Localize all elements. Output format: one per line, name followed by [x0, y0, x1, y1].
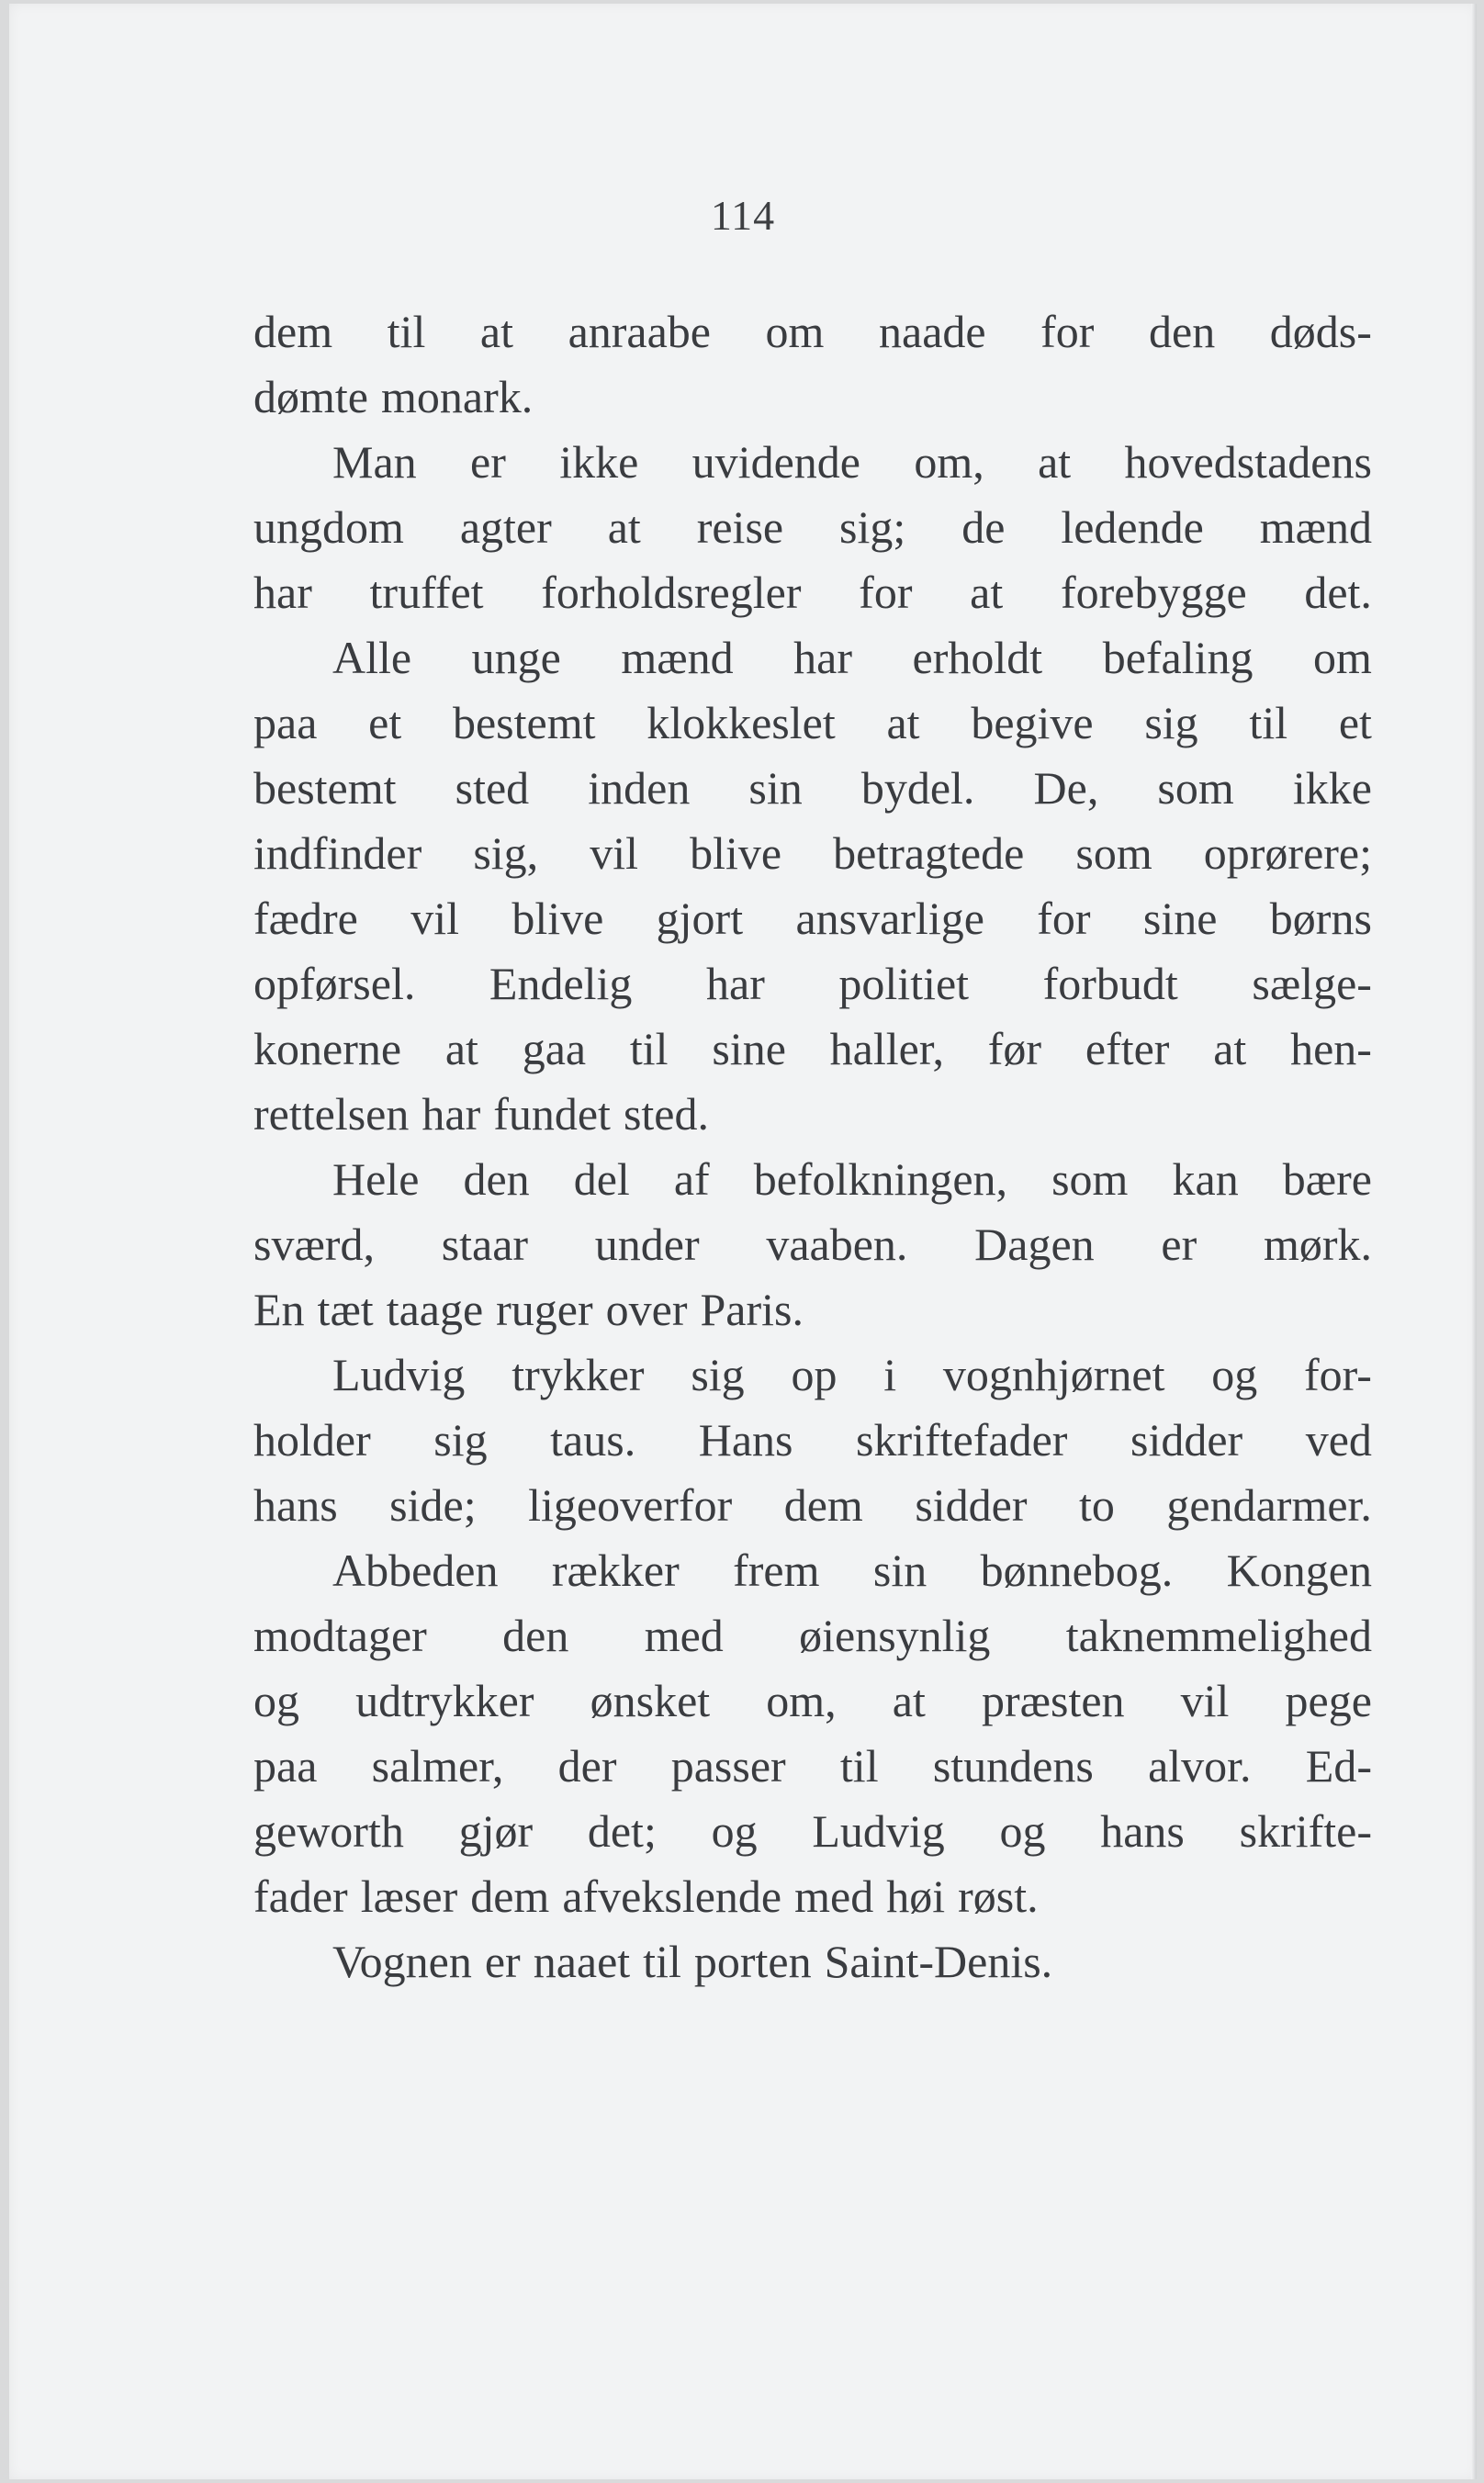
word: mænd — [621, 632, 734, 683]
word: af — [673, 1153, 710, 1205]
word: bære — [1282, 1153, 1372, 1205]
word: Ludvig — [332, 1349, 466, 1400]
word: har — [706, 958, 765, 1009]
word: det; — [587, 1805, 657, 1857]
word: sin — [872, 1545, 928, 1596]
word: porten — [693, 1936, 812, 1987]
word: og — [253, 1675, 299, 1726]
word: den — [463, 1153, 530, 1205]
word: bestemt — [452, 697, 596, 748]
text-line — [253, 1343, 1372, 1408]
word: staar — [441, 1219, 529, 1270]
text-line — [253, 495, 1372, 560]
text-line — [253, 430, 1372, 495]
word: at — [607, 501, 641, 553]
word: hen- — [1290, 1023, 1372, 1074]
word: til — [629, 1023, 669, 1074]
word: ansvarlige — [795, 893, 984, 944]
text-line — [253, 1668, 1372, 1734]
word: sin — [748, 762, 803, 814]
word: modtager — [253, 1610, 427, 1661]
word: blive — [512, 893, 604, 944]
word: de — [961, 501, 1006, 553]
word: den — [502, 1610, 569, 1661]
text-line — [253, 1734, 1372, 1799]
word: røst. — [958, 1871, 1039, 1922]
word: mørk. — [1263, 1219, 1372, 1270]
word: et — [368, 697, 402, 748]
word: unge — [471, 632, 561, 683]
word: til — [643, 1936, 681, 1987]
text-line — [253, 1603, 1372, 1668]
word: er — [470, 436, 506, 488]
word: sted. — [623, 1088, 709, 1140]
word: og — [1211, 1349, 1258, 1400]
word: sidder — [1130, 1414, 1243, 1466]
word: uvidende — [691, 436, 860, 488]
word: med — [644, 1610, 724, 1661]
word: sine — [1142, 893, 1218, 944]
text-line — [253, 1082, 1372, 1147]
word: om, — [766, 1675, 837, 1726]
word: opførsel. — [253, 958, 416, 1009]
text-line — [253, 1408, 1372, 1473]
word: gjort — [656, 893, 744, 944]
word: rækker — [551, 1545, 680, 1596]
word: passer — [670, 1740, 786, 1792]
word: paa — [253, 1740, 318, 1792]
word: inden — [588, 762, 691, 814]
word: haller, — [829, 1023, 944, 1074]
word: er — [1161, 1219, 1197, 1270]
text-line — [253, 560, 1372, 625]
word: til — [839, 1740, 879, 1792]
word: med — [794, 1871, 874, 1922]
word: erholdt — [912, 632, 1043, 683]
word: ikke — [1292, 762, 1372, 814]
word: sværd, — [253, 1219, 375, 1270]
text-line — [253, 756, 1372, 821]
word: børns — [1269, 893, 1372, 944]
page-edge-shadow — [1471, 4, 1477, 2479]
word: Vognen — [332, 1936, 472, 1987]
word: monark. — [380, 371, 534, 422]
word: Saint-Denis. — [824, 1936, 1053, 1987]
word: bønnebog. — [980, 1545, 1174, 1596]
text-line — [253, 821, 1372, 886]
word: at — [444, 1023, 478, 1074]
word: hans — [1100, 1805, 1185, 1857]
word: stundens — [932, 1740, 1094, 1792]
word: er — [484, 1936, 521, 1987]
word: fædre — [253, 893, 358, 944]
text-line — [253, 691, 1372, 756]
word: dem — [253, 306, 333, 357]
word: De, — [1033, 762, 1099, 814]
word: En — [253, 1284, 305, 1335]
word: tæt — [317, 1284, 374, 1335]
word: klokkeslet — [646, 697, 836, 748]
word: at — [886, 697, 920, 748]
word: præsten — [981, 1675, 1125, 1726]
word: har — [253, 567, 312, 618]
word: Hans — [698, 1414, 793, 1466]
word: oprørere; — [1203, 827, 1372, 879]
word: fundet — [493, 1088, 611, 1140]
word: sted — [455, 762, 530, 814]
word: hovedstadens — [1124, 436, 1372, 488]
text-line — [253, 299, 1372, 365]
word: over — [605, 1284, 688, 1335]
word: befaling — [1102, 632, 1254, 683]
word: indfinder — [253, 827, 422, 879]
word: vil — [410, 893, 459, 944]
word: som — [1051, 1153, 1129, 1205]
word: dem — [783, 1479, 863, 1531]
word: Dagen — [974, 1219, 1095, 1270]
text-line — [253, 1212, 1372, 1277]
word: i — [883, 1349, 897, 1400]
word: forebygge — [1060, 567, 1247, 618]
word: side; — [389, 1479, 477, 1531]
word: taage — [386, 1284, 484, 1335]
word: til — [1249, 697, 1288, 748]
word: holder — [253, 1414, 371, 1466]
word: dem — [470, 1871, 550, 1922]
word: vil — [590, 827, 639, 879]
word: op — [791, 1349, 838, 1400]
word: vognhjørnet — [942, 1349, 1165, 1400]
word: at — [892, 1675, 926, 1726]
word: under — [594, 1219, 700, 1270]
word: der — [557, 1740, 617, 1792]
word: udtrykker — [355, 1675, 534, 1726]
word: bydel. — [860, 762, 975, 814]
word: sig — [691, 1349, 745, 1400]
word: Paris. — [700, 1284, 804, 1335]
text-line — [253, 951, 1372, 1017]
word: som — [1157, 762, 1234, 814]
word: pege — [1285, 1675, 1372, 1726]
word: før — [987, 1023, 1042, 1074]
word: for- — [1303, 1349, 1372, 1400]
word: dømte — [253, 371, 368, 422]
word: kan — [1172, 1153, 1239, 1205]
word: at — [970, 567, 1004, 618]
word: salmer, — [371, 1740, 504, 1792]
word: som — [1075, 827, 1152, 879]
word: befolkningen, — [753, 1153, 1008, 1205]
word: et — [1338, 697, 1372, 748]
word: hans — [253, 1479, 338, 1531]
text-line — [253, 1538, 1372, 1603]
word: Ludvig — [812, 1805, 945, 1857]
word: den — [1149, 306, 1216, 357]
word: skrifte- — [1239, 1805, 1372, 1857]
word: forbudt — [1042, 958, 1178, 1009]
word: Man — [332, 436, 417, 488]
word: truffet — [369, 567, 484, 618]
word: for — [1037, 893, 1091, 944]
word: efter — [1085, 1023, 1170, 1074]
word: at — [1038, 436, 1072, 488]
page-number: 114 — [710, 192, 776, 239]
word: Abbeden — [332, 1545, 499, 1596]
word: døds- — [1269, 306, 1372, 357]
text-line — [253, 1277, 1372, 1343]
word: paa — [253, 697, 318, 748]
word: taknemmelighed — [1065, 1610, 1372, 1661]
text-line — [253, 1864, 1372, 1929]
word: ruger — [496, 1284, 593, 1335]
word: har — [422, 1088, 481, 1140]
word: til — [387, 306, 426, 357]
word: sig, — [473, 827, 539, 879]
word: sidder — [915, 1479, 1028, 1531]
word: sig — [433, 1414, 488, 1466]
word: vil — [1180, 1675, 1230, 1726]
word: naaet — [533, 1936, 631, 1987]
word: agter — [459, 501, 552, 553]
word: sig; — [839, 501, 906, 553]
word: sælge- — [1252, 958, 1372, 1009]
word: øiensynlig — [799, 1610, 991, 1661]
book-page — [9, 4, 1477, 2479]
word: betragtede — [833, 827, 1025, 879]
word: at — [479, 306, 513, 357]
word: mænd — [1259, 501, 1372, 553]
word: skriftefader — [856, 1414, 1068, 1466]
word: ønsket — [590, 1675, 711, 1726]
text-line — [253, 1799, 1372, 1864]
body-text — [253, 299, 1372, 1994]
text-line — [253, 1473, 1372, 1538]
word: for — [859, 567, 913, 618]
word: del — [573, 1153, 630, 1205]
word: om — [765, 306, 825, 357]
word: fader — [253, 1871, 348, 1922]
text-line — [253, 365, 1372, 430]
word: gjør — [458, 1805, 534, 1857]
word: forholdsregler — [541, 567, 802, 618]
word: sig — [1144, 697, 1198, 748]
word: blive — [690, 827, 782, 879]
text-line — [253, 625, 1372, 691]
word: ved — [1305, 1414, 1372, 1466]
text-line — [253, 1017, 1372, 1082]
text-line — [253, 1147, 1372, 1212]
word: gaa — [522, 1023, 587, 1074]
word: om, — [914, 436, 984, 488]
word: bestemt — [253, 762, 397, 814]
word: Alle — [332, 632, 412, 683]
word: har — [793, 632, 852, 683]
word: reise — [696, 501, 784, 553]
word: og — [999, 1805, 1046, 1857]
word: taus. — [550, 1414, 636, 1466]
word: Hele — [332, 1153, 420, 1205]
word: frem — [733, 1545, 820, 1596]
text-line — [253, 1929, 1372, 1994]
word: anraabe — [568, 306, 711, 357]
word: trykker — [512, 1349, 645, 1400]
word: geworth — [253, 1805, 404, 1857]
word: at — [1213, 1023, 1247, 1074]
word: alvor. — [1148, 1740, 1252, 1792]
word: naade — [879, 306, 986, 357]
word: Ed- — [1305, 1740, 1372, 1792]
word: Kongen — [1226, 1545, 1372, 1596]
word: og — [711, 1805, 758, 1857]
word: høi — [886, 1871, 946, 1922]
word: sine — [712, 1023, 786, 1074]
word: ligeoverfor — [528, 1479, 733, 1531]
word: rettelsen — [253, 1088, 410, 1140]
word: politiet — [838, 958, 970, 1009]
word: afvekslende — [562, 1871, 782, 1922]
word: begive — [971, 697, 1094, 748]
word: konerne — [253, 1023, 402, 1074]
word: for — [1040, 306, 1095, 357]
word: læser — [360, 1871, 458, 1922]
text-line — [253, 886, 1372, 951]
word: gendarmer. — [1166, 1479, 1372, 1531]
word: ungdom — [253, 501, 404, 553]
word: to — [1079, 1479, 1115, 1531]
word: ikke — [559, 436, 639, 488]
word: om — [1313, 632, 1372, 683]
word: vaaben. — [766, 1219, 908, 1270]
word: ledende — [1061, 501, 1204, 553]
word: Endelig — [489, 958, 633, 1009]
word: det. — [1304, 567, 1372, 618]
